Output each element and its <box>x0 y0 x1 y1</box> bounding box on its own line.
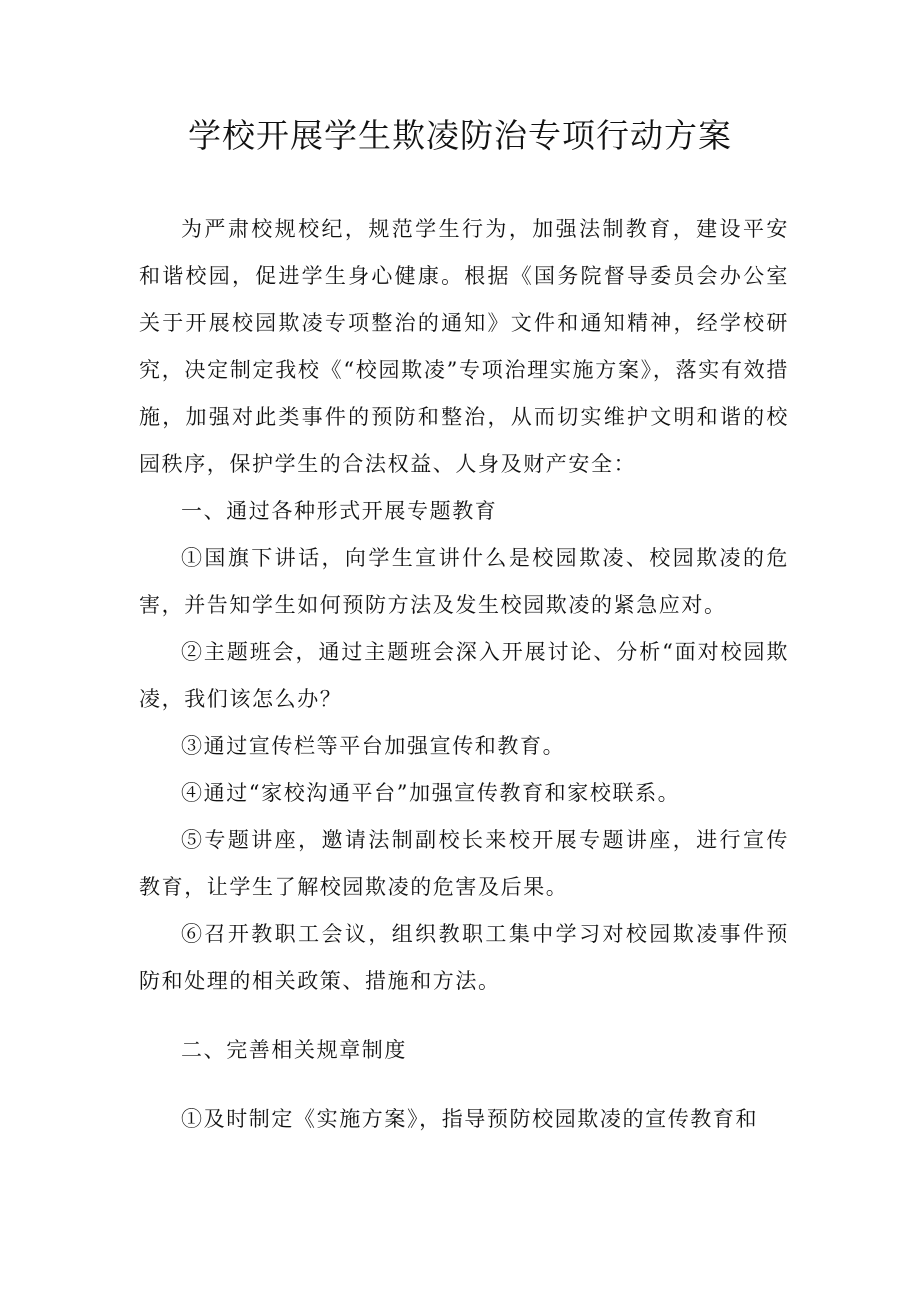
intro-paragraph: 为严肃校规校纪，规范学生行为，加强法制教育，建设平安和谐校园，促进学生身心健康。根据《国务院督导委员会办公室关于开展校园欺凌专项整治的通知》文件和通知精神，经学校研究，决定制定我校《“校园欺凌”专项治理实施方案》，落实有效措施，加强对此类事件的预防和整治，从而切实维护文明和谐的校园秩序，保护学生的合法权益、人身及财产安全： <box>139 217 789 476</box>
document-body <box>139 206 789 1143</box>
section-1-item-4: ④通过“家校沟通平台”加强宣传教育和家校联系。 <box>181 781 681 805</box>
section-2-heading: 二、完善相关规章制度 <box>181 1038 407 1062</box>
section-1-item-2: ②主题班会，通过主题班会深入开展讨论、分析“面对校园欺凌，我们该怎么办？ <box>139 640 789 711</box>
section-1-item-5: ⑤专题讲座，邀请法制副校长来校开展专题讲座，进行宣传教育，让学生了解校园欺凌的危害及后果。 <box>139 828 789 899</box>
section-1-item-1: ①国旗下讲话，向学生宣讲什么是校园欺凌、校园欺凌的危害，并告知学生如何预防方法及发生校园欺凌的紧急应对。 <box>139 546 789 617</box>
section-1-item-6: ⑥召开教职工会议，组织教职工集中学习对校园欺凌事件预防和处理的相关政策、措施和方法。 <box>139 922 789 993</box>
section-2-item-1: ①及时制定《实施方案》，指导预防校园欺凌的宣传教育和 <box>181 1107 759 1131</box>
document-title: 学校开展学生欺凌防治专项行动方案 <box>188 116 732 155</box>
section-1-item-3: ③通过宣传栏等平台加强宣传和教育。 <box>181 734 566 758</box>
section-1-heading: 一、通过各种形式开展专题教育 <box>181 499 498 523</box>
